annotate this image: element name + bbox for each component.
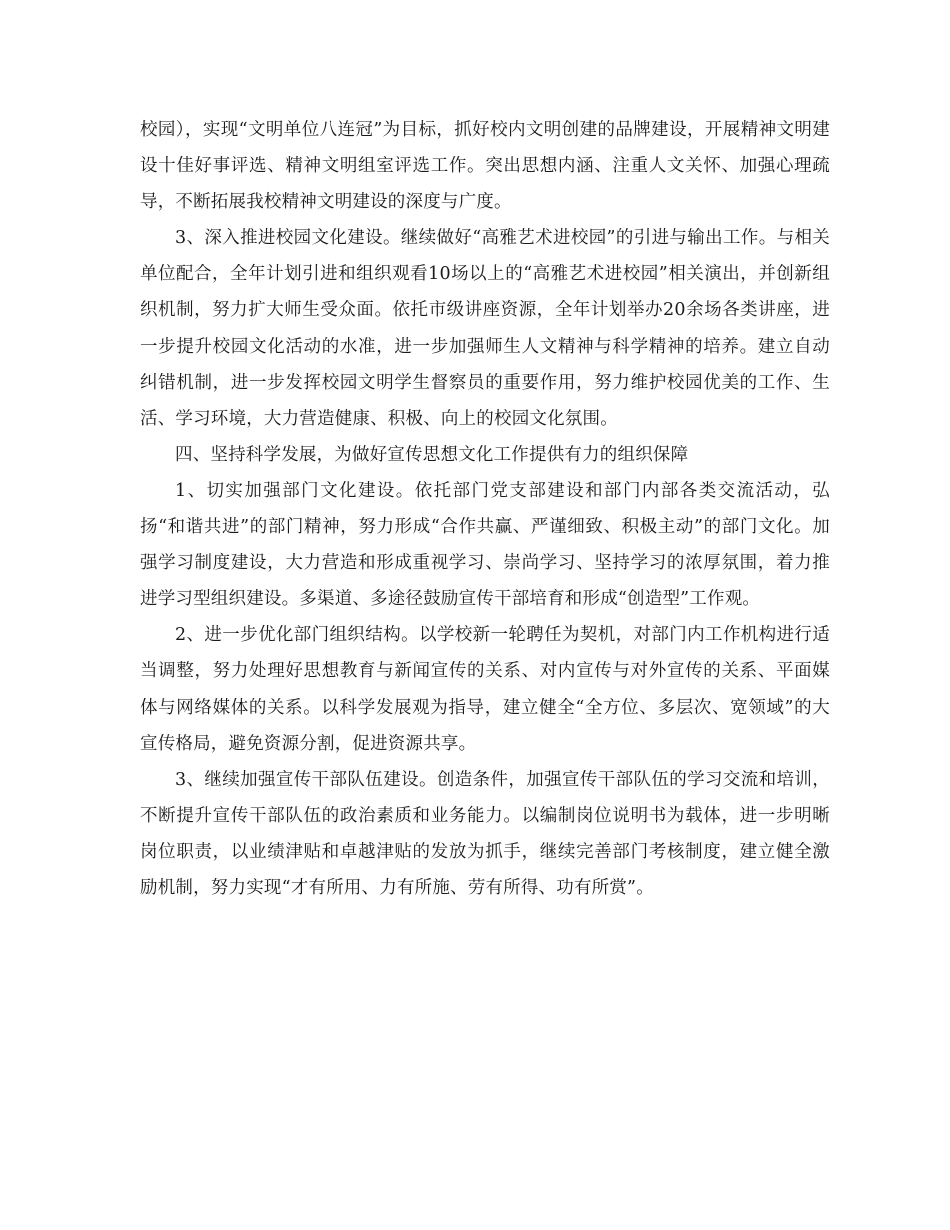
paragraph-department-structure: 2、进一步优化部门组织结构。以学校新一轮聘任为契机，对部门内工作机构进行适当调整，努力处理好思想教育与新闻宣传的关系、对内宣传与对外宣传的关系、平面媒体与网络媒体的关系。以科学发展观为指导，建立健全“全方位、多层次、宽领域”的大宣传格局，避免资源分割，促进资源共享。: [140, 625, 830, 754]
paragraph-continuation: 校园），实现“文明单位八连冠”为目标，抓好校内文明创建的品牌建设，开展精神文明建设十佳好事评选、精神文明组室评选工作。突出思想内涵、注重人文关怀、加强心理疏导，不断拓展我校精神文明建设的深度与广度。: [140, 120, 830, 213]
paragraph-department-culture: 1、切实加强部门文化建设。依托部门党支部建设和部门内部各类交流活动，弘扬“和谐共进”的部门精神，努力形成“合作共赢、严谨细致、积极主动”的部门文化。加强学习制度建设，大力营造和形成重视学习、崇尚学习、坚持学习的浓厚氛围，着力推进学习型组织建设。多渠道、多途径鼓励宣传干部培育和形成“创造型”工作观。: [140, 480, 830, 610]
paragraph-campus-culture: 3、深入推进校园文化建设。继续做好“高雅艺术进校园”的引进与输出工作。与相关单位配合，全年计划引进和组织观看10场以上的“高雅艺术进校园”相关演出，并创新组织机制，努力扩大师生受众面。依托市级讲座资源，全年计划举办20余场各类讲座，进一步提升校园文化活动的水准，进一步加强师生人文精神与科学精神的培养。建立自动纠错机制，进一步发挥校园文明学生督察员的重要作用，努力维护校园优美的工作、生活、学习环境，大力营造健康、积极、向上的校园文化氛围。: [140, 228, 830, 429]
section-heading-organizational-guarantee: 四、坚持科学发展，为做好宣传思想文化工作提供有力的组织保障: [175, 444, 689, 465]
paragraph-staff-team: 3、继续加强宣传干部队伍建设。创造条件，加强宣传干部队伍的学习交流和培训，不断提升宣传干部队伍的政治素质和业务能力。以编制岗位说明书为载体，进一步明晰岗位职责，以业绩津贴和卓越津贴的发放为抓手，继续完善部门考核制度，建立健全激励机制，努力实现“才有所用、力有所施、劳有所得、功有所赏”。: [140, 769, 830, 898]
document-body: [140, 112, 830, 906]
